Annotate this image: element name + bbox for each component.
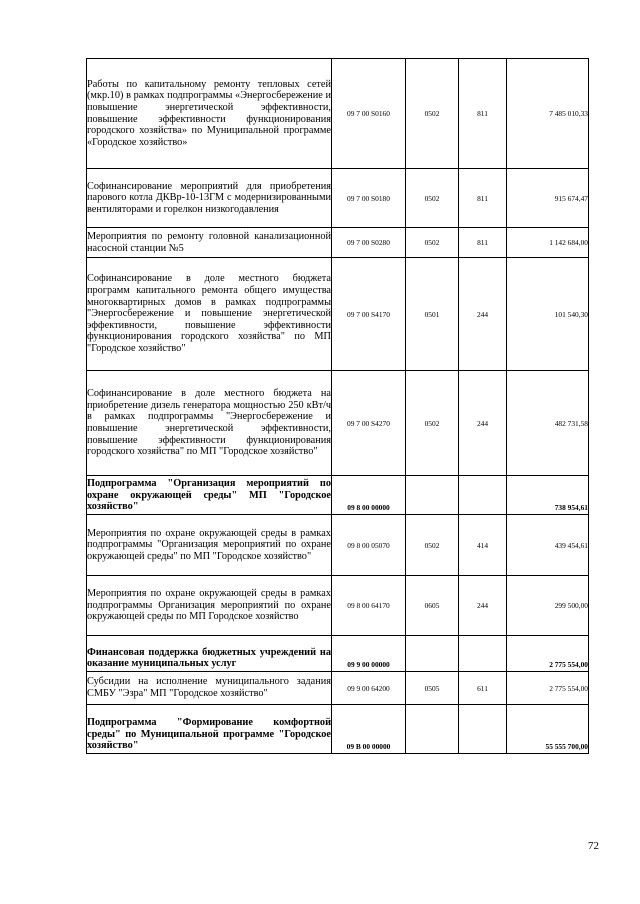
table-row [87,228,589,258]
row-section-code [406,705,459,754]
row-section-code: 0502 [406,371,459,476]
row-section-code [406,636,459,672]
row-description: Работы по капитальному ремонту тепловых сетей (мкр.10) в рамках подпрограммы «Энергосбережение и повышение энергетической эффективности, повышение эффективности функционирования городского хозяйства» по Муниципальной программе «Городское хозяйство» [87,59,332,169]
row-target-code: 09 7 00 S4170 [332,258,406,371]
table-row [87,169,589,228]
table-row-subtotal [87,636,589,672]
table-row [87,371,589,476]
row-description: Мероприятия по охране окружающей среды в рамках подпрограммы Организация мероприятий по охране окружающей среды по МП Городское хозяйство [87,576,332,636]
row-expense-type: 244 [459,258,507,371]
table-row [87,672,589,705]
row-target-code: 09 8 00 00000 [332,476,406,515]
row-target-code: 09 8 00 05070 [332,515,406,576]
row-target-code: 09 7 00 S0160 [332,59,406,169]
row-section-code: 0605 [406,576,459,636]
row-amount: 1 142 684,00 [507,228,589,258]
row-description: Софинансирование в доле местного бюджета на приобретение дизель генератора мощностью 250 кВт/ч в рамках подпрограммы "Энергосбережение и повышение энергетической эффективности, повышение эффективности функционирования городского хозяйства" по МП "Городское хозяйство" [87,371,332,476]
row-description: Финансовая поддержка бюджетных учреждений на оказание муниципальных услуг [87,636,332,672]
row-expense-type: 611 [459,672,507,705]
page-number: 72 [588,840,599,852]
table-row [87,258,589,371]
row-target-code: 09 В 00 00000 [332,705,406,754]
row-target-code: 09 9 00 00000 [332,636,406,672]
row-expense-type: 811 [459,169,507,228]
table-row [87,59,589,169]
row-description: Субсидии на исполнение муниципального задания СМБУ "Эзра" МП "Городское хозяйство" [87,672,332,705]
row-target-code: 09 8 00 64170 [332,576,406,636]
row-section-code: 0502 [406,169,459,228]
row-expense-type: 811 [459,59,507,169]
row-target-code: 09 7 00 S0180 [332,169,406,228]
row-amount: 482 731,58 [507,371,589,476]
row-amount: 299 500,00 [507,576,589,636]
row-target-code: 09 9 00 64200 [332,672,406,705]
row-target-code: 09 7 00 S4270 [332,371,406,476]
row-expense-type [459,636,507,672]
row-section-code: 0505 [406,672,459,705]
row-description: Мероприятия по ремонту головной канализационной насосной станции №5 [87,228,332,258]
row-amount: 7 485 010,33 [507,59,589,169]
row-expense-type: 244 [459,371,507,476]
row-target-code: 09 7 00 S0280 [332,228,406,258]
row-section-code: 0502 [406,515,459,576]
row-section-code: 0502 [406,59,459,169]
table-row [87,576,589,636]
row-amount: 738 954,61 [507,476,589,515]
row-description: Софинансирование в доле местного бюджета программ капитального ремонта общего имущества многоквартирных домов в рамках подпрограммы "Энергосбережение и повышение энергетической эффективности, повышение эффективности функционирования городского хозяйства" по МП "Городское хозяйство" [87,258,332,371]
row-amount: 915 674,47 [507,169,589,228]
row-description: Мероприятия по охране окружающей среды в рамках подпрограммы "Организация мероприятий по охране окружающей среды" по МП "Городское хозяйство" [87,515,332,576]
row-expense-type [459,705,507,754]
table-row-subtotal [87,476,589,515]
row-section-code: 0501 [406,258,459,371]
row-amount: 101 540,30 [507,258,589,371]
row-expense-type: 414 [459,515,507,576]
row-description: Подпрограмма "Организация мероприятий по охране окружающей среды" МП "Городское хозяйство" [87,476,332,515]
row-amount: 2 775 554,00 [507,636,589,672]
budget-table [86,58,589,754]
table-row-subtotal [87,705,589,754]
table-row [87,515,589,576]
row-description: Подпрограмма "Формирование комфортной среды" по Муниципальной программе "Городское хозяйство" [87,705,332,754]
row-amount: 55 555 700,00 [507,705,589,754]
row-amount: 439 454,61 [507,515,589,576]
row-amount: 2 775 554,00 [507,672,589,705]
row-section-code [406,476,459,515]
row-expense-type: 811 [459,228,507,258]
row-section-code: 0502 [406,228,459,258]
row-expense-type: 244 [459,576,507,636]
row-expense-type [459,476,507,515]
row-description: Софинансирование мероприятий для приобретения парового котла ДКВр-10-13ГМ с модернизированными вентиляторами и горелкон низкогодавления [87,169,332,228]
